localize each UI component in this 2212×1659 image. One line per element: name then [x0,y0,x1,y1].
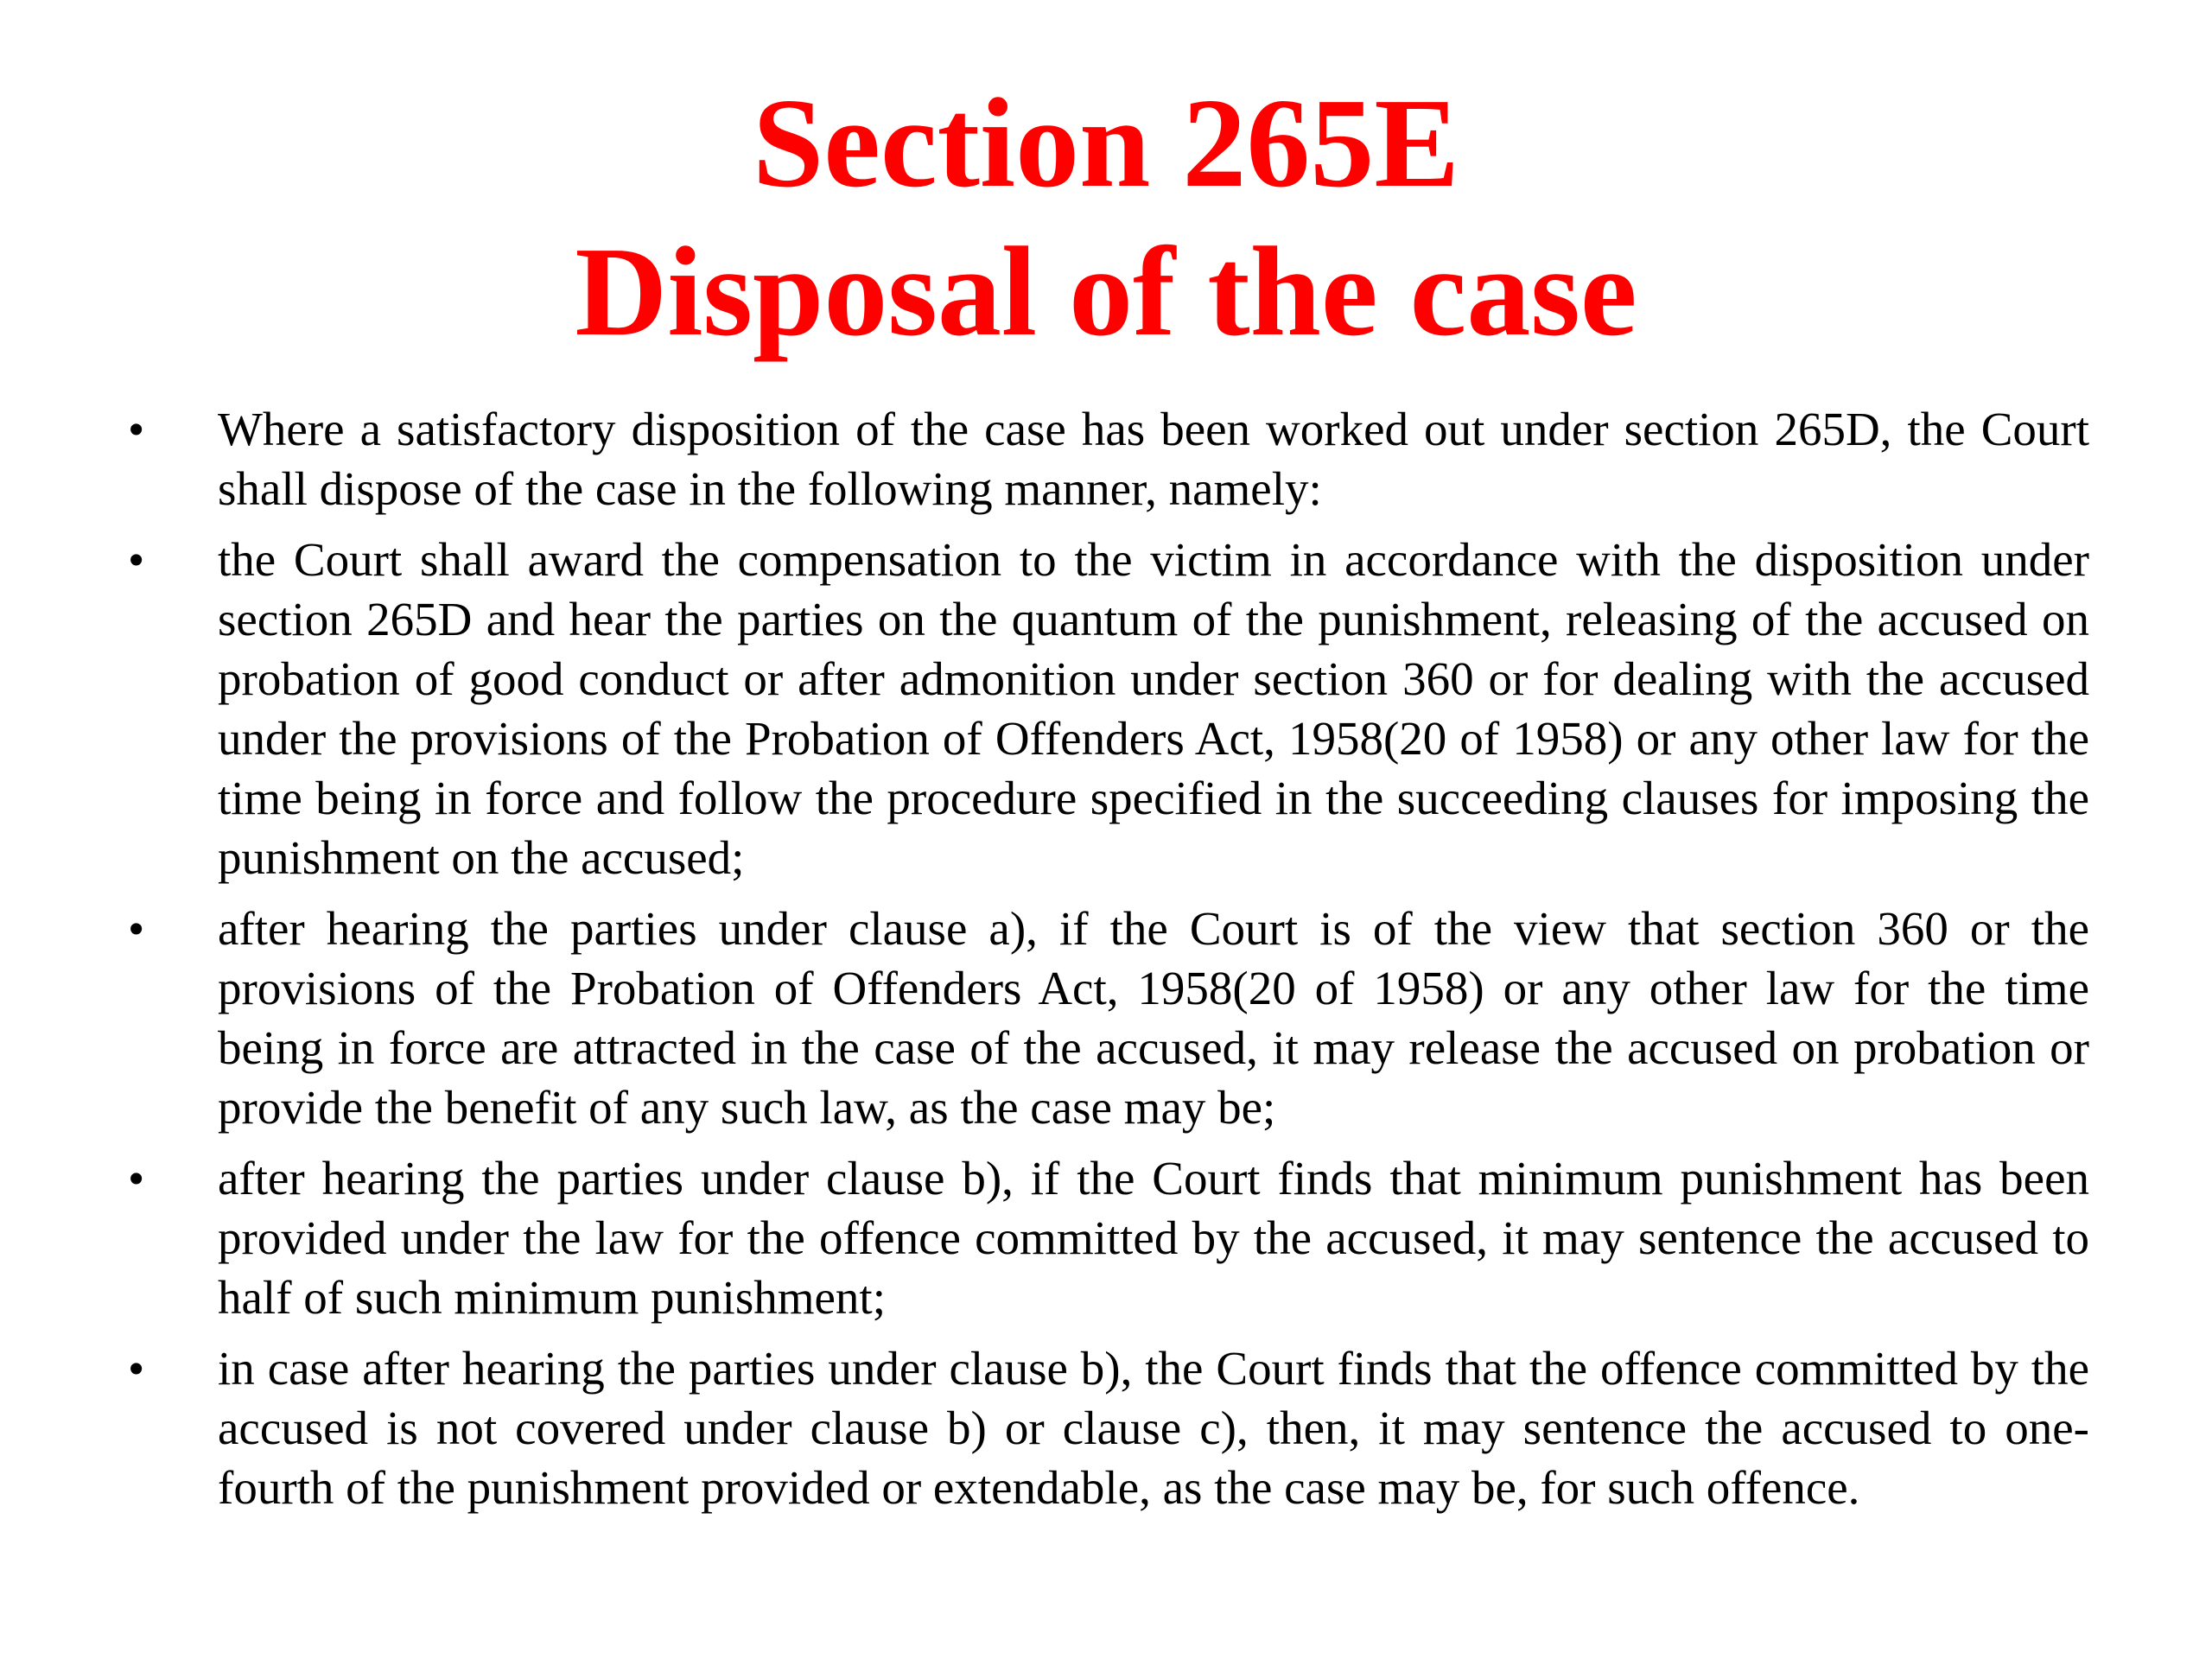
slide-title [0,69,2212,366]
bullet-text: after hearing the parties under clause a), if the Court is of the view that section 360 or the provisions of the Probation of Offenders Act, 1958(20 of 1958) or any other law for the time being in force are attracted in the case of the accused, it may release the accused on probation or provide the benefit of any such law, as the case may be; [218,902,2089,1134]
bullet-item [119,530,2089,887]
bullet-dot-icon: • [128,533,145,586]
bullet-item [119,899,2089,1137]
title-line-section: Section 265E [752,73,1460,214]
bullet-dot-icon: • [128,1152,145,1205]
bullet-item [119,1338,2089,1517]
bullet-text: the Court shall award the compensation to the victim in accordance with the disposition under section 265D and hear the parties on the quantum of the punishment, releasing of the accused on probation of good conduct or after admonition under section 360 or for dealing with the accused under the provisions of the Probation of Offenders Act, 1958(20 of 1958) or any other law for the time being in force and follow the procedure specified in the succeeding clauses for imposing the punishment on the accused; [218,533,2089,884]
bullet-text: in case after hearing the parties under clause b), the Court finds that the offence committed by the accused is not covered under clause b) or clause c), then, it may sentence the accused to one-fourth of the punishment provided or extendable, as the case may be, for such offence. [218,1342,2089,1514]
bullet-dot-icon: • [128,902,145,955]
bullet-item [119,399,2089,518]
bullet-dot-icon: • [128,1342,145,1395]
bullet-dot-icon: • [128,403,145,455]
bullet-list [119,399,2089,1529]
bullet-text: Where a satisfactory disposition of the case has been worked out under section 265D, the Court shall dispose of the case in the following manner, namely: [218,403,2089,515]
bullet-item [119,1148,2089,1327]
bullet-text: after hearing the parties under clause b), if the Court finds that minimum punishment has been provided under the law for the offence committed by the accused, it may sentence the accused to half of such minimum punishment; [218,1152,2089,1324]
title-line-disposal: Disposal of the case [575,221,1637,363]
